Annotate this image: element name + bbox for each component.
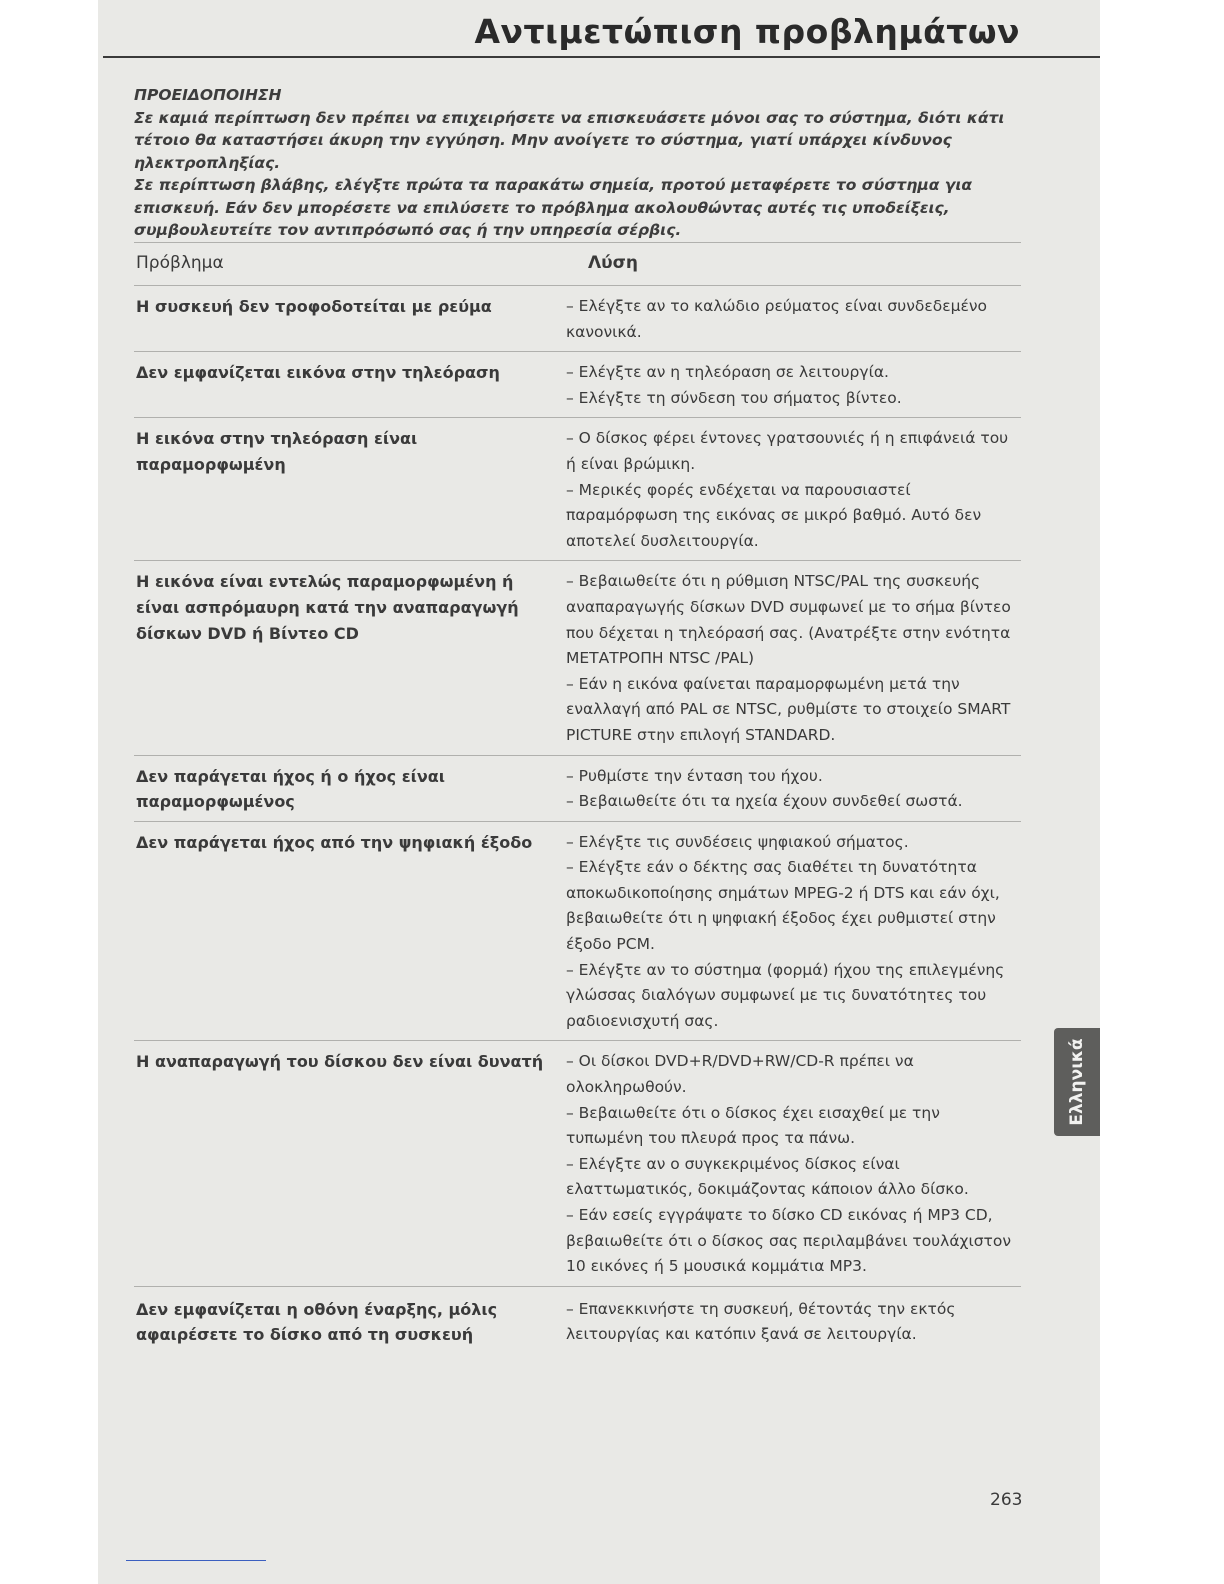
problem-cell: Η συσκευή δεν τροφοδοτείται με ρεύμα [136, 297, 492, 316]
solution-line: – Ελέγξτε τις συνδέσεις ψηφιακού σήματος. [566, 832, 909, 851]
solution-line: – Επανεκκινήστε τη συσκευή, θέτοντάς την εκτός λειτουργίας και κατόπιν ξανά σε λειτουργία. [566, 1299, 956, 1344]
table-row [134, 1287, 1021, 1354]
solution-cell [566, 830, 1021, 1035]
problem-cell: Η αναπαραγωγή του δίσκου δεν είναι δυνατή [136, 1052, 544, 1072]
page-title: Αντιμετώπιση προβλημάτων [474, 12, 1020, 51]
solution-cell [566, 1049, 1021, 1279]
solution-line: – Ελέγξτε αν το καλώδιο ρεύματος είναι συνδεδεμένο κανονικά. [566, 297, 987, 341]
solution-cell [566, 294, 1021, 345]
table-row [134, 756, 1021, 822]
warning-heading: ΠΡΟΕΙΔΟΠΟΙΗΣΗ [134, 86, 282, 104]
language-tab [1054, 1028, 1100, 1136]
solution-cell [566, 360, 1021, 411]
warning-block [134, 84, 1034, 242]
solution-line: – Ελέγξτε τη σύνδεση του σήματος βίντεο. [566, 388, 902, 407]
solution-line: – Εάν η εικόνα φαίνεται παραμορφωμένη μετά την εναλλαγή από PAL σε NTSC, ρυθμίστε το στοιχείο SMART PICTURE στην επιλογή STANDARD. [566, 674, 1011, 744]
header-problem: Πρόβλημα [136, 253, 224, 273]
troubleshooting-table [134, 242, 1021, 1354]
language-tab-label: Ελληνικά [1067, 1038, 1087, 1126]
problem-cell: Δεν εμφανίζεται η οθόνη έναρξης, μόλις αφαιρέσετε το δίσκο από τη συσκευή [136, 1299, 498, 1345]
solution-line: – Μερικές φορές ενδέχεται να παρουσιαστεί παραμόρφωση της εικόνας σε μικρό βαθμό. Αυτό δεν αποτελεί δυσλειτουργία. [566, 480, 982, 550]
solution-line: – Οι δίσκοι DVD+R/DVD+RW/CD-R πρέπει να ολοκληρωθούν. [566, 1052, 914, 1097]
title-divider [103, 56, 1100, 58]
solution-cell [566, 426, 1021, 554]
table-row [134, 1041, 1021, 1286]
solution-line: – Ρυθμίστε την ένταση του ήχου. [566, 766, 823, 785]
table-row [134, 286, 1021, 352]
solution-line: – Βεβαιωθείτε ότι ο δίσκος έχει εισαχθεί με την τυπωμένη του πλευρά προς τα πάνω. [566, 1103, 940, 1148]
table-row [134, 561, 1021, 755]
table-row [134, 352, 1021, 418]
solution-cell [566, 569, 1021, 748]
table-header-row [134, 242, 1021, 286]
underline-mark [126, 1558, 266, 1561]
solution-line: – Βεβαιωθείτε ότι η ρύθμιση NTSC/PAL της συσκευής αναπαραγωγής δίσκων DVD συμφωνεί με το σήμα βίντεο που δέχεται η τηλεόρασή σας. (Ανατρέξτε στην ενότητα ΜΕΤΑΤΡΟΠΗ NTSC /PAL) [566, 572, 1011, 668]
solution-line: – Ελέγξτε αν η τηλεόραση σε λειτουργία. [566, 363, 889, 382]
solution-line: – Ελέγξτε αν το σύστημα (φορμά) ήχου της επιλεγμένης γλώσσας διαλόγων συμφωνεί με τις δυνατότητες του ραδιοενισχυτή σας. [566, 960, 1005, 1030]
manual-page [98, 0, 1100, 1584]
solution-line: – Εάν εσείς εγγράψατε το δίσκο CD εικόνας ή MP3 CD, βεβαιωθείτε ότι ο δίσκος σας περιλαμβάνει τουλάχιστον 10 εικόνες ή 5 μουσικά κομμάτια MP3. [566, 1206, 1012, 1276]
problem-cell: Δεν παράγεται ήχος από την ψηφιακή έξοδο [136, 832, 533, 852]
table-row [134, 822, 1021, 1042]
problem-cell: Δεν εμφανίζεται εικόνα στην τηλεόραση [136, 363, 500, 383]
problem-cell: Η εικόνα στην τηλεόραση είναι παραμορφωμένη [136, 429, 418, 474]
solution-line: – Ο δίσκος φέρει έντονες γρατσουνιές ή η επιφάνειά του ή είναι βρώμικη. [566, 429, 1009, 473]
problem-cell: Η εικόνα είναι εντελώς παραμορφωμένη ή είναι ασπρόμαυρη κατά την αναπαραγωγή δίσκων DVD ή Βίντεο CD [136, 572, 519, 643]
solution-cell [566, 764, 1021, 815]
page-number: 263 [990, 1490, 1023, 1510]
warning-paragraph-2: Σε περίπτωση βλάβης, ελέγξτε πρώτα τα παρακάτω σημεία, προτού μεταφέρετε το σύστημα για επισκευή. Εάν δεν μπορέσετε να επιλύσετε το πρόβλημα ακολουθώντας αυτές τις υποδείξεις, συμβουλευτείτε τον αντιπρόσωπό σας ή την υπηρεσία σέρβις. [134, 176, 973, 239]
solution-line: – Ελέγξτε αν ο συγκεκριμένος δίσκος είναι ελαττωματικός, δοκιμάζοντας κάποιον άλλο δίσκο. [566, 1154, 969, 1199]
solution-line: – Βεβαιωθείτε ότι τα ηχεία έχουν συνδεθεί σωστά. [566, 792, 963, 811]
solution-line: – Ελέγξτε εάν ο δέκτης σας διαθέτει τη δυνατότητα αποκωδικοποίησης σημάτων MPEG-2 ή DTS και εάν όχι, βεβαιωθείτε ότι η ψηφιακή έξοδος έχει ρυθμιστεί στην έξοδο PCM. [566, 858, 1000, 954]
warning-paragraph-1: Σε καμιά περίπτωση δεν πρέπει να επιχειρήσετε να επισκευάσετε μόνοι σας το σύστημα, διότι κάτι τέτοιο θα καταστήσει άκυρη την εγγύηση. Μην ανοίγετε το σύστημα, γιατί υπάρχει κίνδυνος ηλεκτροπληξίας. [134, 108, 1005, 172]
table-row [134, 418, 1021, 561]
problem-cell: Δεν παράγεται ήχος ή ο ήχος είναι παραμορφωμένος [136, 766, 445, 812]
header-solution: Λύση [588, 253, 638, 273]
solution-cell [566, 1297, 1021, 1348]
